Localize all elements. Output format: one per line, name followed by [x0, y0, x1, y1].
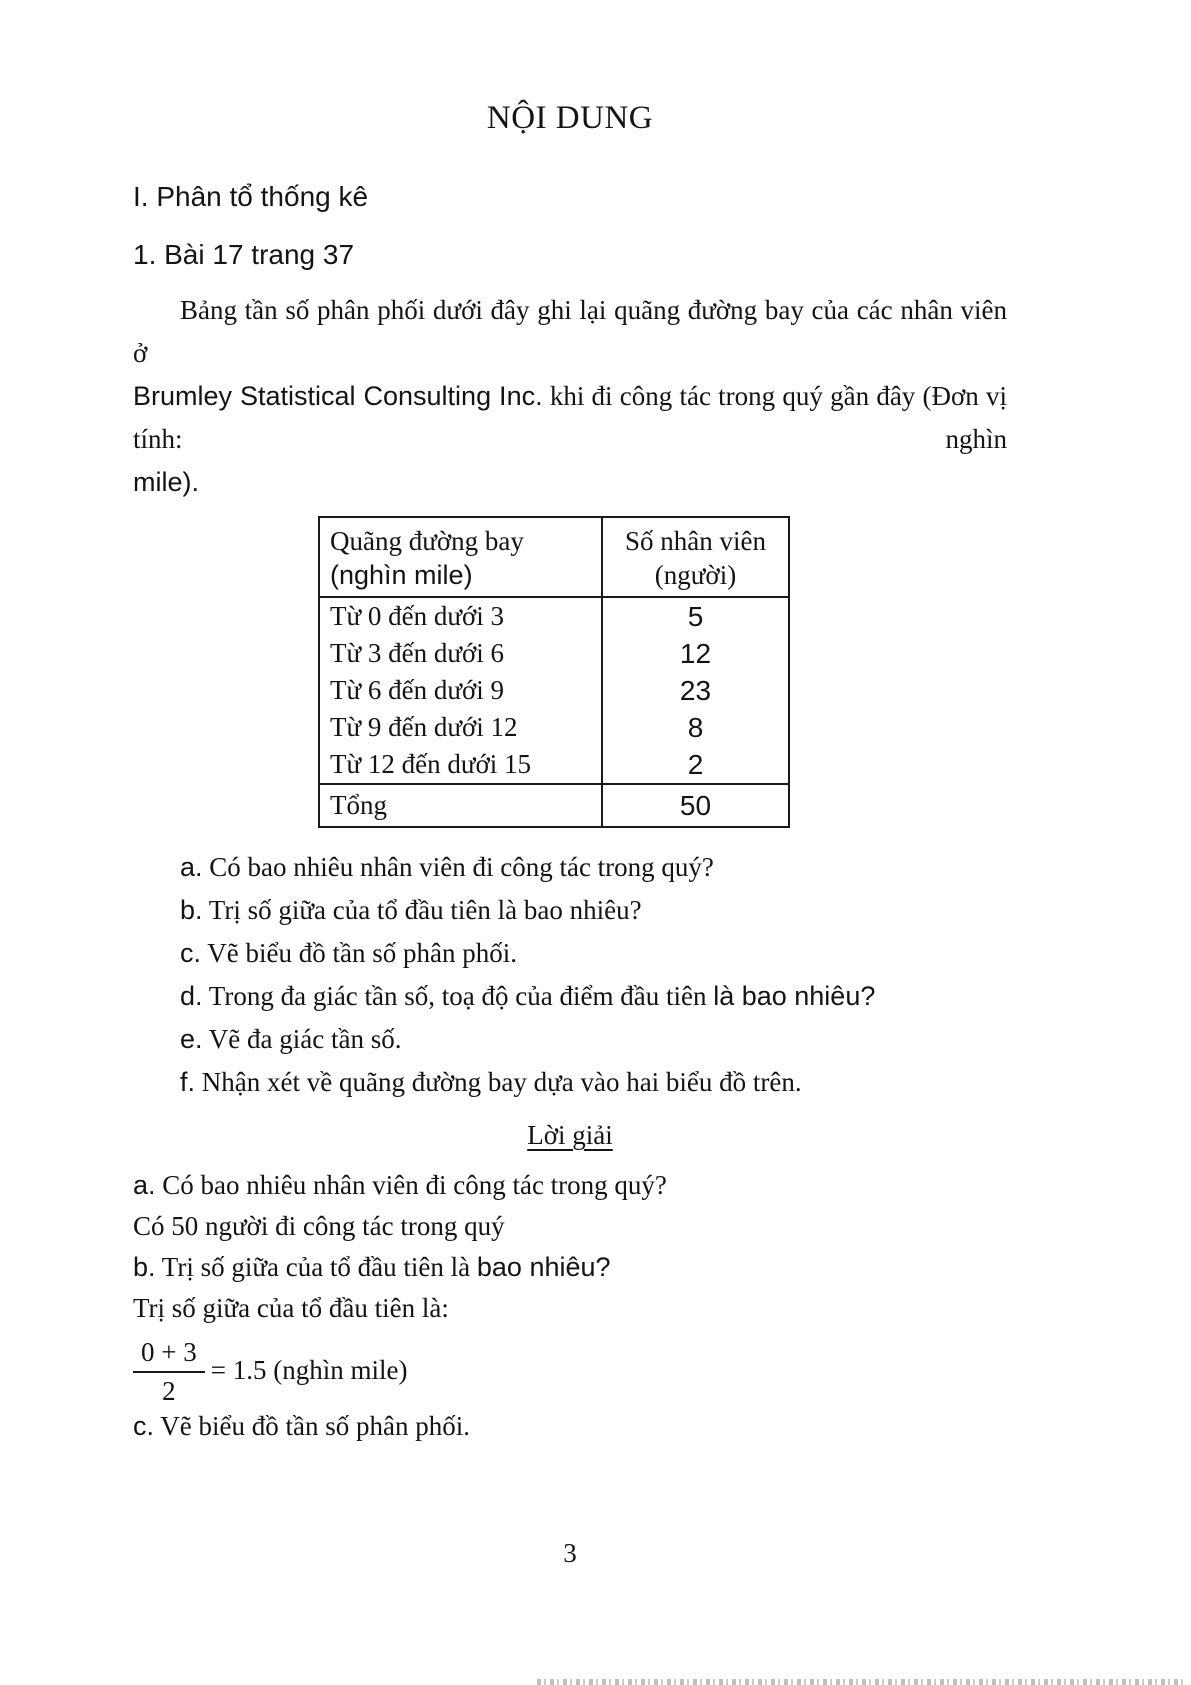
solution-c-text: Vẽ biểu đồ tần số phân phối. [160, 1411, 470, 1441]
exercise-heading: 1. Bài 17 trang 37 [133, 239, 355, 270]
question-b [180, 889, 1007, 932]
solution-b-lead: Trị số giữa của tổ đầu tiên là: [133, 1293, 449, 1323]
question-e-marker: e. [180, 1024, 203, 1054]
question-b-marker: b. [180, 895, 203, 925]
solution-a-question-text: Có bao nhiêu nhân viên đi công tác trong quý? [162, 1170, 667, 1200]
table-row [320, 709, 788, 746]
table-cell-count: 2 [687, 749, 704, 780]
question-f [180, 1061, 1007, 1104]
question-d [180, 975, 1007, 1018]
question-e-text: Vẽ đa giác tần số. [208, 1024, 402, 1054]
fraction-numerator: 0 + 3 [133, 1335, 205, 1373]
table-cell-count: 5 [687, 601, 704, 632]
solution-b-question-sans: bao nhiêu? [476, 1252, 611, 1282]
fraction-denominator: 2 [162, 1376, 176, 1406]
solution-heading-text: Lời giải [527, 1120, 613, 1150]
table-total-label: Tổng [320, 785, 603, 826]
question-c-marker: c. [180, 938, 202, 968]
table-cell-range: Từ 0 đến dưới 3 [320, 598, 603, 635]
question-d-text-sans: là bao nhiêu? [713, 981, 876, 1011]
table-cell-range: Từ 6 đến dưới 9 [320, 672, 603, 709]
table-row [320, 635, 788, 672]
question-a [180, 846, 1007, 889]
table-header-distance-line1: Quãng đường bay [330, 526, 524, 556]
solution-a-answer: Có 50 người đi công tác trong quý [133, 1211, 505, 1241]
intro-line-2 [133, 375, 1007, 461]
table-cell-range: Từ 3 đến dưới 6 [320, 635, 603, 672]
question-f-text: Nhận xét về quãng đường bay dựa vào hai biểu đồ trên. [201, 1067, 802, 1097]
question-a-text: Có bao nhiêu nhân viên đi công tác trong quý? [209, 852, 714, 882]
table-header-count-line2: (người) [654, 560, 737, 590]
intro-line-3: mile). [133, 467, 199, 497]
solution-b-question-serif: Trị số giữa của tổ đầu tiên là [161, 1252, 471, 1282]
page-title: NỘI DUNG [486, 100, 654, 136]
table-cell-range: Từ 9 đến dưới 12 [320, 709, 603, 746]
table-cell-count: 8 [687, 712, 704, 743]
table-row [320, 746, 788, 783]
table-header-distance-line2: (nghìn mile) [330, 560, 473, 590]
page-number: 3 [563, 1538, 577, 1568]
intro-line-1: Bảng tần số phân phối dưới đây ghi lại quãng đường bay của các nhân viên ở [133, 295, 1007, 368]
table-header-row [320, 518, 788, 598]
table-cell-count: 12 [679, 638, 712, 669]
table-cell-range: Từ 12 đến dưới 15 [320, 746, 603, 783]
solution-c-line [133, 1406, 1007, 1447]
question-a-marker: a. [180, 852, 203, 882]
frequency-table [318, 516, 790, 828]
question-c [180, 932, 1007, 975]
solution-b-marker: b. [133, 1252, 156, 1282]
fraction-expression [133, 1335, 1007, 1406]
solution-b-question [133, 1247, 1007, 1288]
question-b-text: Trị số giữa của tổ đầu tiên là bao nhiêu? [208, 895, 642, 925]
question-c-text: Vẽ biểu đồ tần số phân phối. [207, 938, 517, 968]
solution-heading [133, 1114, 1007, 1157]
question-f-marker: f. [180, 1067, 196, 1097]
table-row [320, 598, 788, 635]
question-list [133, 846, 1007, 1104]
table-row [320, 672, 788, 709]
question-e [180, 1018, 1007, 1061]
table-total-row [320, 783, 788, 826]
table-header-count-line1: Số nhân viên [625, 526, 766, 556]
solution-c-marker: c. [133, 1411, 155, 1441]
cropped-bottom-text-artifact [537, 1679, 1185, 1685]
fraction [133, 1335, 205, 1406]
intro-paragraph [133, 289, 1007, 504]
fraction-result: = 1.5 (nghìn mile) [210, 1355, 408, 1385]
section-heading: I. Phân tổ thống kê [133, 181, 369, 212]
solution-a-question [133, 1165, 1007, 1206]
table-cell-count: 23 [679, 675, 712, 706]
company-name: Brumley Statistical Consulting Inc. [133, 381, 543, 411]
intro-line-2-rest: khi đi công tác trong quý gần đây (Đơn vị tính: nghìn [133, 381, 1008, 454]
table-header-count [603, 518, 788, 596]
page-content [133, 0, 1007, 1447]
solution-a-marker: a. [133, 1170, 156, 1200]
table-header-distance [320, 518, 603, 596]
question-d-text: Trong đa giác tần số, toạ độ của điểm đầu tiên [208, 981, 707, 1011]
question-d-marker: d. [180, 981, 203, 1011]
table-total-value: 50 [679, 790, 712, 821]
